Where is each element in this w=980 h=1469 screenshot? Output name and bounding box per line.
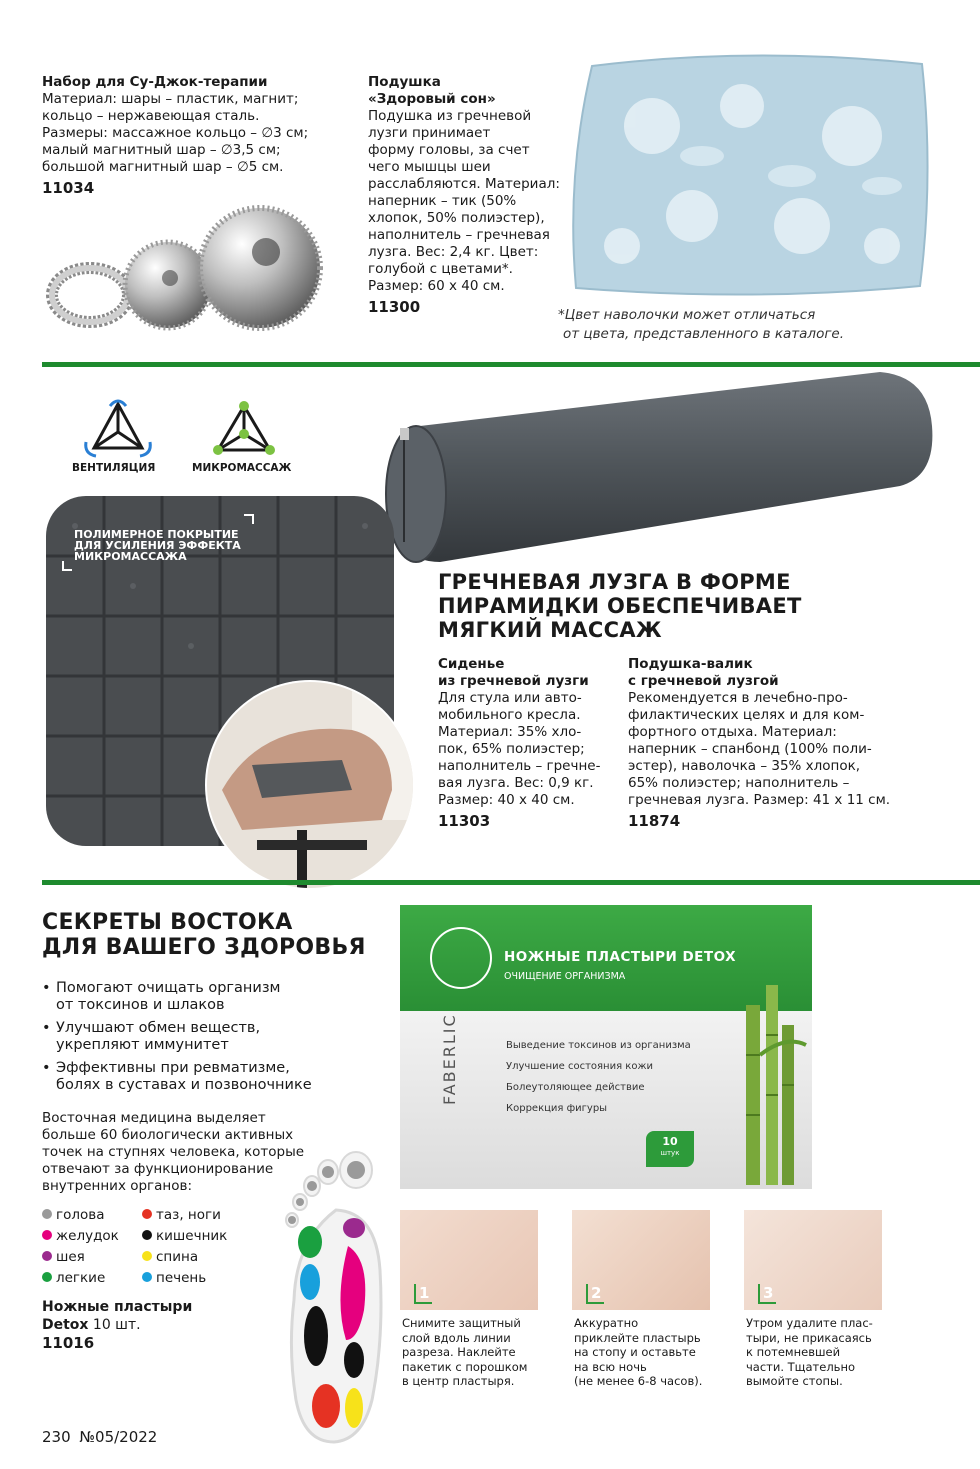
paragraph-line: Восточная медицина выделяет	[42, 1110, 266, 1126]
legend-item-liver	[142, 1270, 206, 1286]
step-caption-2	[574, 1316, 734, 1389]
legend-dot	[142, 1251, 152, 1261]
seat-line: мобильного кресла.	[438, 707, 581, 723]
paragraph-line: внутренних органов:	[42, 1178, 193, 1194]
legend-item-stomach	[42, 1228, 119, 1244]
issue-number: №05/2022	[79, 1428, 158, 1446]
pillow-line: хлопок, 50% полиэстер),	[368, 210, 545, 226]
suzhok-block	[42, 74, 342, 197]
roller-line: 65% полиэстер; наполнитель –	[628, 775, 850, 791]
paragraph-line: точек на ступнях человека, которые	[42, 1144, 305, 1160]
detox-box	[400, 905, 820, 1195]
suzhok-line: Размеры: массажное кольцо – ∅3 см;	[42, 125, 309, 141]
divider-line	[42, 880, 980, 885]
step-line: Аккуратно	[574, 1316, 639, 1330]
box-feature: Болеутоляющее действие	[506, 1082, 645, 1093]
legend-label: таз, ноги	[156, 1207, 221, 1223]
seat-line: Материал: 35% хло-	[438, 724, 582, 740]
legend-label: кишечник	[156, 1228, 228, 1244]
roller-title: Подушка-валик	[628, 656, 753, 672]
legend-label: желудок	[56, 1228, 119, 1244]
legend-item-head	[42, 1207, 104, 1223]
step-line: на всю ночь	[574, 1359, 647, 1374]
legend-label: голова	[56, 1207, 105, 1223]
pillow-title: «Здоровый сон»	[368, 91, 496, 107]
ventilation-label: ВЕНТИЛЯЦИЯ	[72, 462, 156, 474]
box-feature: Выведение токсинов из организма	[506, 1040, 691, 1051]
legend-label: спина	[156, 1249, 199, 1265]
step-line: к потемневшей	[746, 1345, 841, 1359]
step-line: разреза. Наклейте	[402, 1345, 516, 1359]
step-line: приклейте пластырь	[574, 1330, 701, 1345]
pillow-line: лузга. Вес: 2,4 кг. Цвет:	[368, 244, 539, 260]
seat-title: из гречневой лузги	[438, 673, 589, 689]
box-count: 10	[662, 1135, 678, 1148]
husk-heading-line: ГРЕЧНЕВАЯ ЛУЗГА В ФОРМЕ	[438, 570, 791, 594]
pillow-line: Подушка из гречневой	[368, 108, 532, 124]
bullet-line: от токсинов и шлаков	[56, 997, 225, 1013]
box-feature: Улучшение состояния кожи	[506, 1061, 653, 1072]
legend-dot	[142, 1230, 152, 1240]
pillow-line: голубой с цветами*.	[368, 261, 513, 277]
detox-product	[42, 1298, 192, 1352]
detox-code: 11016	[42, 1334, 95, 1352]
legend-dot	[42, 1230, 52, 1240]
roller-line: гречневая лузга. Размер: 41 х 11 см.	[628, 792, 891, 808]
list-item	[42, 1020, 362, 1054]
step-line: (не менее 6-8 часов).	[574, 1374, 703, 1388]
box-count-badge	[646, 1131, 694, 1167]
roller-code: 11874	[628, 812, 681, 830]
page-footer	[42, 1428, 157, 1446]
seat-line: Для стула или авто-	[438, 690, 582, 706]
husk-heading-line: МЯГКИЙ МАССАЖ	[438, 618, 662, 642]
suzhok-line: большой магнитный шар – ∅5 см.	[42, 159, 284, 175]
step-line: в центр пластыря.	[402, 1374, 515, 1388]
step-line: вымойте стопы.	[746, 1374, 843, 1388]
legend-label: шея	[56, 1249, 85, 1265]
pillow-line: чего мышцы шеи	[368, 159, 491, 175]
seat-line: пок, 65% полиэстер;	[438, 741, 585, 757]
pillow-note-line: *Цвет наволочки может отличаться	[558, 307, 816, 323]
legend-item-neck	[42, 1249, 85, 1265]
suzhok-image	[40, 200, 340, 335]
box-logo-icon	[430, 927, 492, 989]
roller-line: наперник – спанбонд (100% поли-	[628, 741, 872, 757]
pillow-line: форму головы, за счет	[368, 142, 530, 158]
step-line: на стопу и оставьте	[574, 1345, 696, 1359]
legend-item-back	[142, 1249, 198, 1265]
micromassage-icon	[206, 398, 282, 458]
detox-product-title: Ножные пластыри	[42, 1299, 193, 1315]
step-number: 1	[414, 1284, 432, 1304]
chair-photo	[202, 680, 418, 890]
corner-bracket-icon	[244, 514, 254, 524]
pillow-line: наперник – тик (50%	[368, 193, 517, 209]
pillow-image	[562, 46, 944, 304]
husk-heading	[438, 570, 802, 642]
cushion-label-line: МИКРОМАССАЖА	[74, 550, 187, 563]
detox-product-qty: 10 шт.	[92, 1317, 141, 1333]
seat-line: наполнитель – гречне-	[438, 758, 601, 774]
secrets-heading-line: СЕКРЕТЫ ВОСТОКА	[42, 910, 293, 935]
husk-heading-line: ПИРАМИДКИ ОБЕСПЕЧИВАЕТ	[438, 594, 802, 618]
box-subtitle: ОЧИЩЕНИЕ ОРГАНИЗМА	[504, 971, 626, 982]
step-line: части. Тщательно	[746, 1359, 856, 1374]
paragraph-line: больше 60 биологически активных	[42, 1127, 294, 1143]
cushion-label-line: ПОЛИМЕРНОЕ ПОКРЫТИЕ	[74, 528, 239, 541]
roller-line: филактических целях и для ком-	[628, 707, 865, 723]
cushion-label	[74, 529, 241, 562]
box-brand: FABERLIC	[440, 1013, 459, 1105]
step-number: 2	[586, 1284, 604, 1304]
list-item	[42, 1060, 362, 1094]
suzhok-line: кольцо – нержавеющая сталь.	[42, 108, 260, 124]
box-feature: Коррекция фигуры	[506, 1103, 608, 1114]
suzhok-line: Материал: шары – пластик, магнит;	[42, 91, 299, 107]
secrets-heading-line: ДЛЯ ВАШЕГО ЗДОРОВЬЯ	[42, 935, 366, 960]
box-count-unit: штук	[660, 1149, 680, 1157]
pillow-title: Подушка	[368, 74, 441, 90]
pillow-code: 11300	[368, 298, 421, 316]
legend-item-pelvis	[142, 1207, 221, 1223]
pillow-line: Размер: 60 х 40 см.	[368, 278, 505, 294]
bullet-line: болях в суставах и позвоночнике	[56, 1077, 312, 1093]
suzhok-line: малый магнитный шар – ∅3,5 см;	[42, 142, 281, 158]
bullet-line: • Улучшают обмен веществ,	[56, 1020, 261, 1036]
page-number: 230	[42, 1428, 71, 1446]
list-item	[42, 980, 362, 1014]
roller-line: Рекомендуется в лечебно-про-	[628, 690, 848, 706]
pillow-line: лузги принимает	[368, 125, 491, 141]
ventilation-icon	[80, 396, 156, 458]
secrets-heading	[42, 910, 366, 960]
detox-product-title: Detox	[42, 1317, 89, 1333]
roller-image	[380, 366, 950, 566]
micromassage-label: МИКРОМАССАЖ	[192, 462, 292, 474]
legend-dot	[42, 1209, 52, 1219]
suzhok-title: Набор для Су-Джок-терапии	[42, 74, 268, 90]
legend-dot	[142, 1209, 152, 1219]
pillow-line: расслабляются. Материал:	[368, 176, 560, 192]
step-line: пакетик с порошком	[402, 1359, 528, 1374]
step-line: слой вдоль линии	[402, 1330, 511, 1345]
box-title: НОЖНЫЕ ПЛАСТЫРИ DETOX	[504, 949, 737, 965]
legend-label: легкие	[56, 1270, 106, 1286]
seat-line: вая лузга. Вес: 0,9 кг.	[438, 775, 594, 791]
box-features	[506, 1035, 691, 1119]
roller-line: фортного отдыха. Материал:	[628, 724, 837, 740]
step-line: Утром удалите плас-	[746, 1316, 873, 1330]
foot-map-image	[276, 1150, 396, 1445]
legend-dot	[42, 1272, 52, 1282]
roller-block	[628, 656, 898, 830]
legend-item-intestine	[142, 1228, 227, 1244]
step-number: 3	[758, 1284, 776, 1304]
legend-dot	[142, 1272, 152, 1282]
step-line: тыри, не прикасаясь	[746, 1330, 872, 1345]
secrets-paragraph	[42, 1110, 304, 1195]
legend-item-lungs	[42, 1270, 105, 1286]
step-caption-3	[746, 1316, 906, 1389]
roller-title: с гречневой лузгой	[628, 673, 779, 689]
seat-title: Сиденье	[438, 656, 505, 672]
pillow-block	[368, 74, 578, 316]
bullet-line: укрепляют иммунитет	[56, 1037, 229, 1053]
seat-block	[438, 656, 618, 830]
paragraph-line: отвечают за функционирование	[42, 1161, 274, 1177]
benefits-list	[42, 980, 362, 1100]
bullet-line: • Помогают очищать организм	[56, 980, 281, 996]
pillow-line: наполнитель – гречневая	[368, 227, 550, 243]
seat-line: Размер: 40 х 40 см.	[438, 792, 575, 808]
step-caption-1	[402, 1316, 562, 1389]
roller-line: эстер), наволочка – 35% хлопок,	[628, 758, 861, 774]
suzhok-code: 11034	[42, 179, 95, 197]
cushion-label-line: ДЛЯ УСИЛЕНИЯ ЭФФЕКТА	[74, 539, 241, 552]
bullet-line: • Эффективны при ревматизме,	[56, 1060, 290, 1076]
legend-dot	[42, 1251, 52, 1261]
corner-bracket-icon	[62, 561, 72, 571]
seat-code: 11303	[438, 812, 491, 830]
bamboo-icon	[716, 985, 812, 1185]
legend-label: печень	[156, 1270, 207, 1286]
step-line: Снимите защитный	[402, 1316, 521, 1330]
pillow-note	[558, 306, 844, 344]
pillow-note-line: от цвета, представленного в каталоге.	[563, 326, 845, 342]
